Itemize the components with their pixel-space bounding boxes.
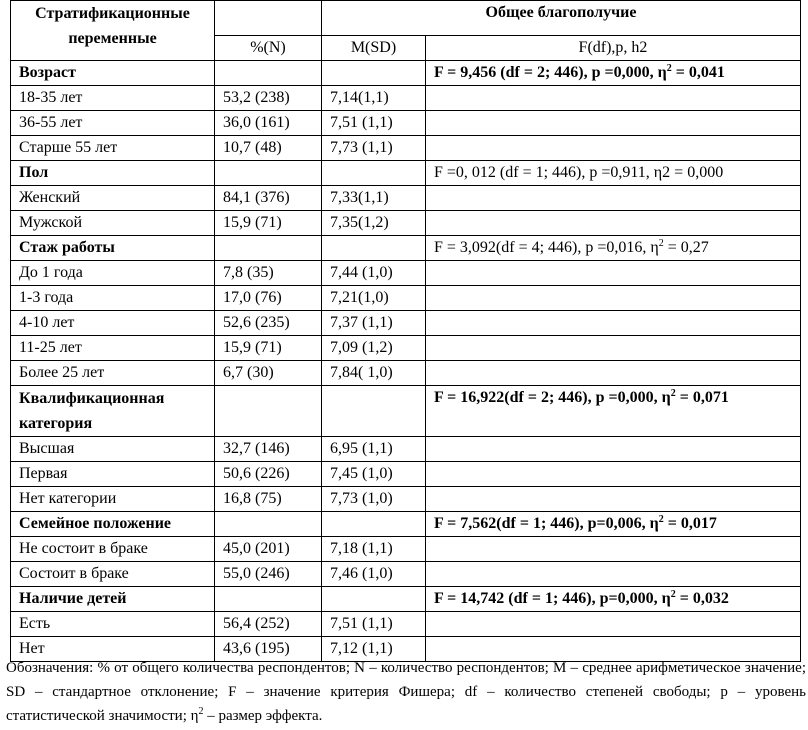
- row-label: 4-10 лет: [11, 311, 215, 336]
- f-stat-text: F =0, 012 (df = 1; 446), p =0,911, η2 = 0,000: [434, 164, 724, 181]
- row-percent: 53,2 (238): [215, 86, 322, 111]
- empty-cell: [426, 437, 801, 462]
- row-label: До 1 года: [11, 261, 215, 286]
- row-label: Женский: [11, 186, 215, 211]
- section-f-stat: [426, 61, 801, 86]
- table-row: [11, 186, 801, 211]
- f-stat-text: F = 14,742 (df = 1; 446), p=0,000, η: [434, 590, 671, 607]
- row-percent: 55,0 (246): [215, 562, 322, 587]
- empty-cell: [426, 211, 801, 236]
- row-mean-sd: 7,45 (1,0): [322, 462, 426, 487]
- header-row-top: [11, 1, 801, 36]
- row-percent: 50,6 (226): [215, 462, 322, 487]
- row-mean-sd: 7,84( 1,0): [322, 361, 426, 386]
- notes-text-end: – размер эффекта.: [203, 708, 323, 724]
- f-stat-superscript: 2: [658, 238, 664, 249]
- f-stat-tail: = 0,071: [675, 389, 729, 406]
- table-row: [11, 261, 801, 286]
- row-label: Высшая: [11, 437, 215, 462]
- empty-cell: [426, 612, 801, 637]
- row-mean-sd: 7,14(1,1): [322, 86, 426, 111]
- f-stat-tail: = 0,041: [671, 64, 725, 81]
- table-row: [11, 361, 801, 386]
- row-percent: 6,7 (30): [215, 361, 322, 386]
- row-percent: 32,7 (146): [215, 437, 322, 462]
- row-mean-sd: 7,51 (1,1): [322, 111, 426, 136]
- row-percent: 52,6 (235): [215, 311, 322, 336]
- row-percent: 56,4 (252): [215, 612, 322, 637]
- empty-cell: [215, 236, 322, 261]
- table-row: [11, 111, 801, 136]
- empty-cell: [215, 587, 322, 612]
- row-mean-sd: 6,95 (1,1): [322, 437, 426, 462]
- row-mean-sd: 7,73 (1,0): [322, 487, 426, 512]
- row-percent: 10,7 (48): [215, 136, 322, 161]
- row-label: Состоит в браке: [11, 562, 215, 587]
- table-notes: [6, 656, 806, 728]
- section-f-stat: [426, 236, 801, 261]
- f-stat-superscript: 2: [670, 388, 676, 399]
- f-stat-text: F = 3,092(df = 4; 446), p =0,016, η: [434, 239, 659, 256]
- row-mean-sd: 7,51 (1,1): [322, 612, 426, 637]
- row-percent: 17,0 (76): [215, 286, 322, 311]
- section-row: [11, 236, 801, 261]
- table-row: [11, 336, 801, 361]
- section-f-stat: [426, 161, 801, 186]
- row-percent: 45,0 (201): [215, 537, 322, 562]
- section-f-stat: [426, 587, 801, 612]
- row-mean-sd: 7,73 (1,1): [322, 136, 426, 161]
- row-label: 36-55 лет: [11, 111, 215, 136]
- table-row: [11, 136, 801, 161]
- row-mean-sd: 7,09 (1,2): [322, 336, 426, 361]
- row-mean-sd: 7,35(1,2): [322, 211, 426, 236]
- statistics-table: [10, 0, 801, 662]
- section-f-stat: [426, 386, 801, 437]
- row-mean-sd: 7,46 (1,0): [322, 562, 426, 587]
- empty-cell: [322, 61, 426, 86]
- empty-cell: [322, 386, 426, 437]
- table-row: [11, 462, 801, 487]
- row-mean-sd: 7,12 (1,1): [322, 637, 426, 662]
- section-title: Семейное положение: [11, 512, 215, 537]
- empty-cell: [426, 311, 801, 336]
- empty-cell: [426, 111, 801, 136]
- section-row: [11, 161, 801, 186]
- section-title: Квалификационная категория: [11, 386, 215, 437]
- empty-cell: [322, 236, 426, 261]
- row-percent: 36,0 (161): [215, 111, 322, 136]
- empty-cell: [215, 161, 322, 186]
- table-row: [11, 537, 801, 562]
- section-title: Стаж работы: [11, 236, 215, 261]
- f-stat-tail: = 0,017: [663, 515, 717, 532]
- empty-cell: [215, 386, 322, 437]
- row-percent: 15,9 (71): [215, 336, 322, 361]
- row-label: Старше 55 лет: [11, 136, 215, 161]
- section-title: Возраст: [11, 61, 215, 86]
- section-row: [11, 61, 801, 86]
- row-label: Более 25 лет: [11, 361, 215, 386]
- row-percent: 7,8 (35): [215, 261, 322, 286]
- row-percent: 16,8 (75): [215, 487, 322, 512]
- f-stat-tail: = 0,032: [675, 590, 729, 607]
- section-title: Пол: [11, 161, 215, 186]
- table-row: [11, 562, 801, 587]
- table-row: [11, 286, 801, 311]
- header-mean-sd: M(SD): [322, 36, 426, 61]
- section-row: [11, 512, 801, 537]
- row-label: Нет: [11, 637, 215, 662]
- table-row: [11, 612, 801, 637]
- row-label: Первая: [11, 462, 215, 487]
- row-label: 11-25 лет: [11, 336, 215, 361]
- header-strat-variables: Стратификационные переменные: [11, 1, 215, 61]
- row-mean-sd: 7,44 (1,0): [322, 261, 426, 286]
- row-label: 18-35 лет: [11, 86, 215, 111]
- section-title: Наличие детей: [11, 587, 215, 612]
- row-percent: 43,6 (195): [215, 637, 322, 662]
- notes-superscript: 2: [198, 706, 204, 717]
- header-percent: %(N): [215, 36, 322, 61]
- row-label: Мужской: [11, 211, 215, 236]
- empty-cell: [322, 587, 426, 612]
- row-percent: 84,1 (376): [215, 186, 322, 211]
- empty-cell: [426, 361, 801, 386]
- empty-cell: [426, 261, 801, 286]
- empty-cell: [215, 512, 322, 537]
- table-row: [11, 311, 801, 336]
- empty-cell: [426, 462, 801, 487]
- header-f-stat: F(df),p, h2: [426, 36, 801, 61]
- table-row: [11, 487, 801, 512]
- row-percent: 15,9 (71): [215, 211, 322, 236]
- table-row: [11, 211, 801, 236]
- section-row: [11, 386, 801, 437]
- notes-text: Обозначения: % от общего количества респондентов; N – количество респондентов; M – среднее арифметическое значение; SD – стандартное отклонение; F – значение критерия Фишера; df – количество степеней свободы; p – уровень статистической значимости; η: [6, 660, 806, 724]
- empty-cell: [426, 86, 801, 111]
- row-mean-sd: 7,33(1,1): [322, 186, 426, 211]
- row-label: Не состоит в браке: [11, 537, 215, 562]
- f-stat-text: F = 7,562(df = 1; 446), p=0,006, η: [434, 515, 659, 532]
- row-mean-sd: 7,18 (1,1): [322, 537, 426, 562]
- header-wellbeing: Общее благополучие: [322, 1, 801, 36]
- f-stat-superscript: 2: [670, 589, 676, 600]
- row-mean-sd: 7,21(1,0): [322, 286, 426, 311]
- row-label: 1-3 года: [11, 286, 215, 311]
- f-stat-tail: = 0,27: [663, 239, 709, 256]
- empty-cell: [215, 61, 322, 86]
- empty-cell: [426, 336, 801, 361]
- row-label: Нет категории: [11, 487, 215, 512]
- empty-cell: [426, 286, 801, 311]
- empty-cell: [426, 562, 801, 587]
- empty-cell: [426, 537, 801, 562]
- empty-cell: [426, 136, 801, 161]
- row-label: Есть: [11, 612, 215, 637]
- empty-cell: [322, 161, 426, 186]
- f-stat-superscript: 2: [658, 514, 664, 525]
- section-f-stat: [426, 512, 801, 537]
- table-row: [11, 86, 801, 111]
- table-row: [11, 437, 801, 462]
- empty-cell: [322, 512, 426, 537]
- f-stat-superscript: 2: [666, 63, 672, 74]
- row-mean-sd: 7,37 (1,1): [322, 311, 426, 336]
- f-stat-text: F = 9,456 (df = 2; 446), p =0,000, η: [434, 64, 667, 81]
- empty-cell: [426, 186, 801, 211]
- empty-cell: [426, 487, 801, 512]
- f-stat-text: F = 16,922(df = 2; 446), p =0,000, η: [434, 389, 671, 406]
- header-empty-cell: [215, 1, 322, 36]
- section-row: [11, 587, 801, 612]
